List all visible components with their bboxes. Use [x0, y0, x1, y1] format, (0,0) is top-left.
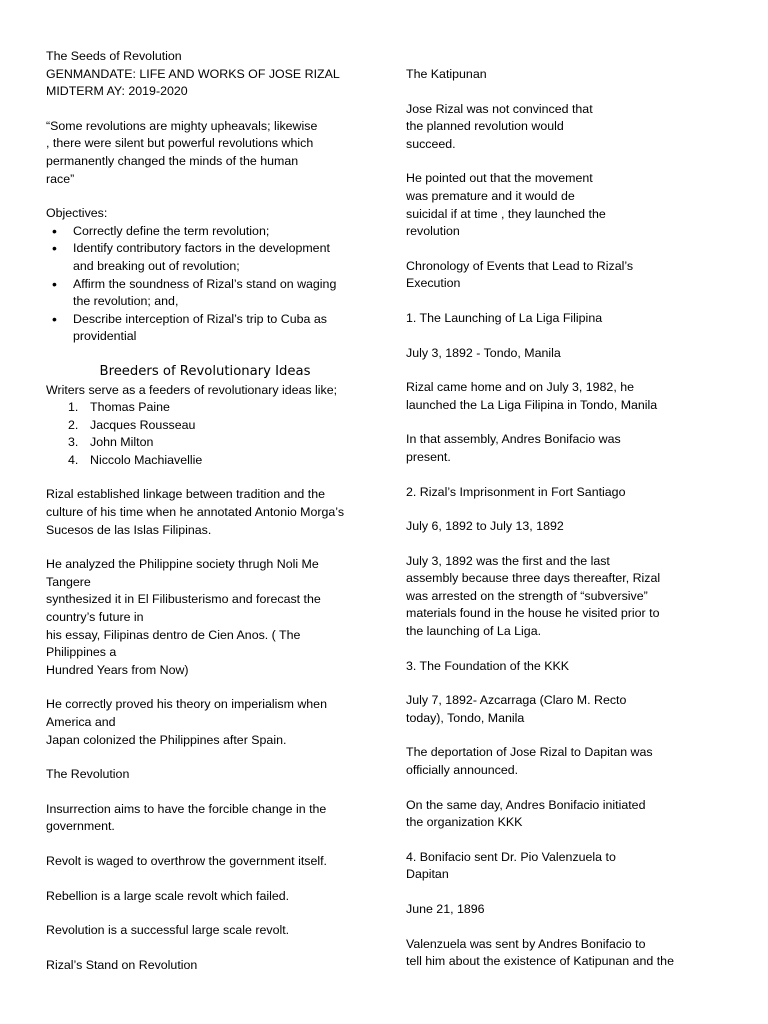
writer-item: 3. John Milton — [68, 435, 154, 450]
event-1-paragraph: Rizal came home and on July 3, 1982, he launched the La Liga Filipina in Tondo, Manila — [406, 380, 658, 412]
objective-item: • Affirm the soundness of Rizal’s stand on waging the revolution; and, — [46, 276, 364, 311]
event-4-date: June 21, 1896 — [406, 902, 485, 916]
paragraph-linkage: Rizal established linkage between tradition and the culture of his time when he annotated Antonio Morga’s Sucesos de las Islas Filipinas. — [46, 487, 345, 537]
event-1-paragraph: In that assembly, Andres Bonifacio was present. — [406, 432, 621, 464]
event-3-paragraph: On the same day, Andres Bonifacio initiated the organization KKK — [406, 797, 646, 830]
event-3-paragraph: The deportation of Jose Rizal to Dapitan was officially announced. — [406, 745, 653, 778]
event-1-title: 1. The Launching of La Liga Filipina — [406, 310, 603, 325]
revolution-heading: The Revolution — [46, 767, 130, 782]
opening-quote: “Some revolutions are mighty upheavals; likewise , there were silent but powerful revolutions which permanently changed the minds of the human race” — [46, 118, 318, 186]
event-1-date: July 3, 1892 - Tondo, Manila — [406, 345, 561, 360]
breeders-heading: Breeders of Revolutionary Ideas — [99, 363, 311, 379]
paragraph-not-convinced: Jose Rizal was not convinced that the planned revolution would succeed. — [406, 101, 593, 151]
writer-item: 1. Thomas Paine — [68, 400, 170, 415]
event-2-date: July 6, 1892 to July 13, 1892 — [406, 519, 564, 534]
left-column — [46, 48, 364, 991]
writers-list — [46, 399, 364, 469]
writer-item: 4. Niccolo Machiavellie — [68, 452, 203, 467]
event-4-title: 4. Bonifacio sent Dr. Pio Valenzuela to Dapitan — [406, 849, 616, 882]
paragraph-premature: He pointed out that the movement was premature and it would de suicidal if at time , they launched the revolution — [406, 171, 606, 239]
objective-item: • Correctly define the term revolution; — [46, 223, 364, 241]
paragraph-rebellion: Rebellion is a large scale revolt which failed. — [46, 888, 290, 903]
document-header — [46, 48, 364, 101]
paragraph-imperialism: He correctly proved his theory on imperialism when America and Japan colonized the Philippines after Spain. — [46, 697, 327, 747]
objective-item: • Describe interception of Rizal’s trip to Cuba as providential — [46, 311, 364, 346]
writer-item: 2. Jacques Rousseau — [68, 417, 196, 432]
objectives-label: Objectives: — [46, 206, 108, 221]
document-title: The Seeds of Revolution — [46, 49, 182, 63]
right-column — [406, 48, 706, 988]
chronology-heading: Chronology of Events that Lead to Rizal’s Execution — [406, 258, 634, 291]
stand-heading: Rizal’s Stand on Revolution — [46, 957, 198, 972]
objective-item: • Identify contributory factors in the development and breaking out of revolution; — [46, 240, 364, 275]
katipunan-heading: The Katipunan — [406, 67, 487, 81]
writers-intro: Writers serve as a feeders of revolutionary ideas like; — [46, 382, 338, 397]
paragraph-analyzed: He analyzed the Philippine society thrugh Noli Me Tangere synthesized it in El Filibusterismo and forecast the country’s future in his essay, Filipinas dentro de Cien Anos. ( The Philippines a Hundred Years from Now) — [46, 557, 321, 677]
paragraph-insurrection: Insurrection aims to have the forcible change in the government. — [46, 801, 327, 834]
objectives-list — [46, 223, 364, 346]
event-2-paragraph: July 3, 1892 was the first and the last assembly because three days thereafter, Rizal was arrested on the strength of “subversive” materials found in the house he visited prior to the launching of La Liga. — [406, 553, 661, 639]
event-3-date: July 7, 1892- Azcarraga (Claro M. Recto today), Tondo, Manila — [406, 693, 627, 725]
event-3-title: 3. The Foundation of the KKK — [406, 658, 570, 673]
term-label: MIDTERM AY: 2019-2020 — [46, 84, 188, 99]
event-2-title: 2. Rizal’s Imprisonment in Fort Santiago — [406, 484, 626, 499]
paragraph-revolt: Revolt is waged to overthrow the government itself. — [46, 853, 327, 868]
paragraph-revolution: Revolution is a successful large scale revolt. — [46, 923, 290, 938]
event-4-paragraph: Valenzuela was sent by Andres Bonifacio to tell him about the existence of Katipunan and the — [406, 936, 674, 969]
course-title: GENMANDATE: LIFE AND WORKS OF JOSE RIZAL — [46, 66, 340, 81]
